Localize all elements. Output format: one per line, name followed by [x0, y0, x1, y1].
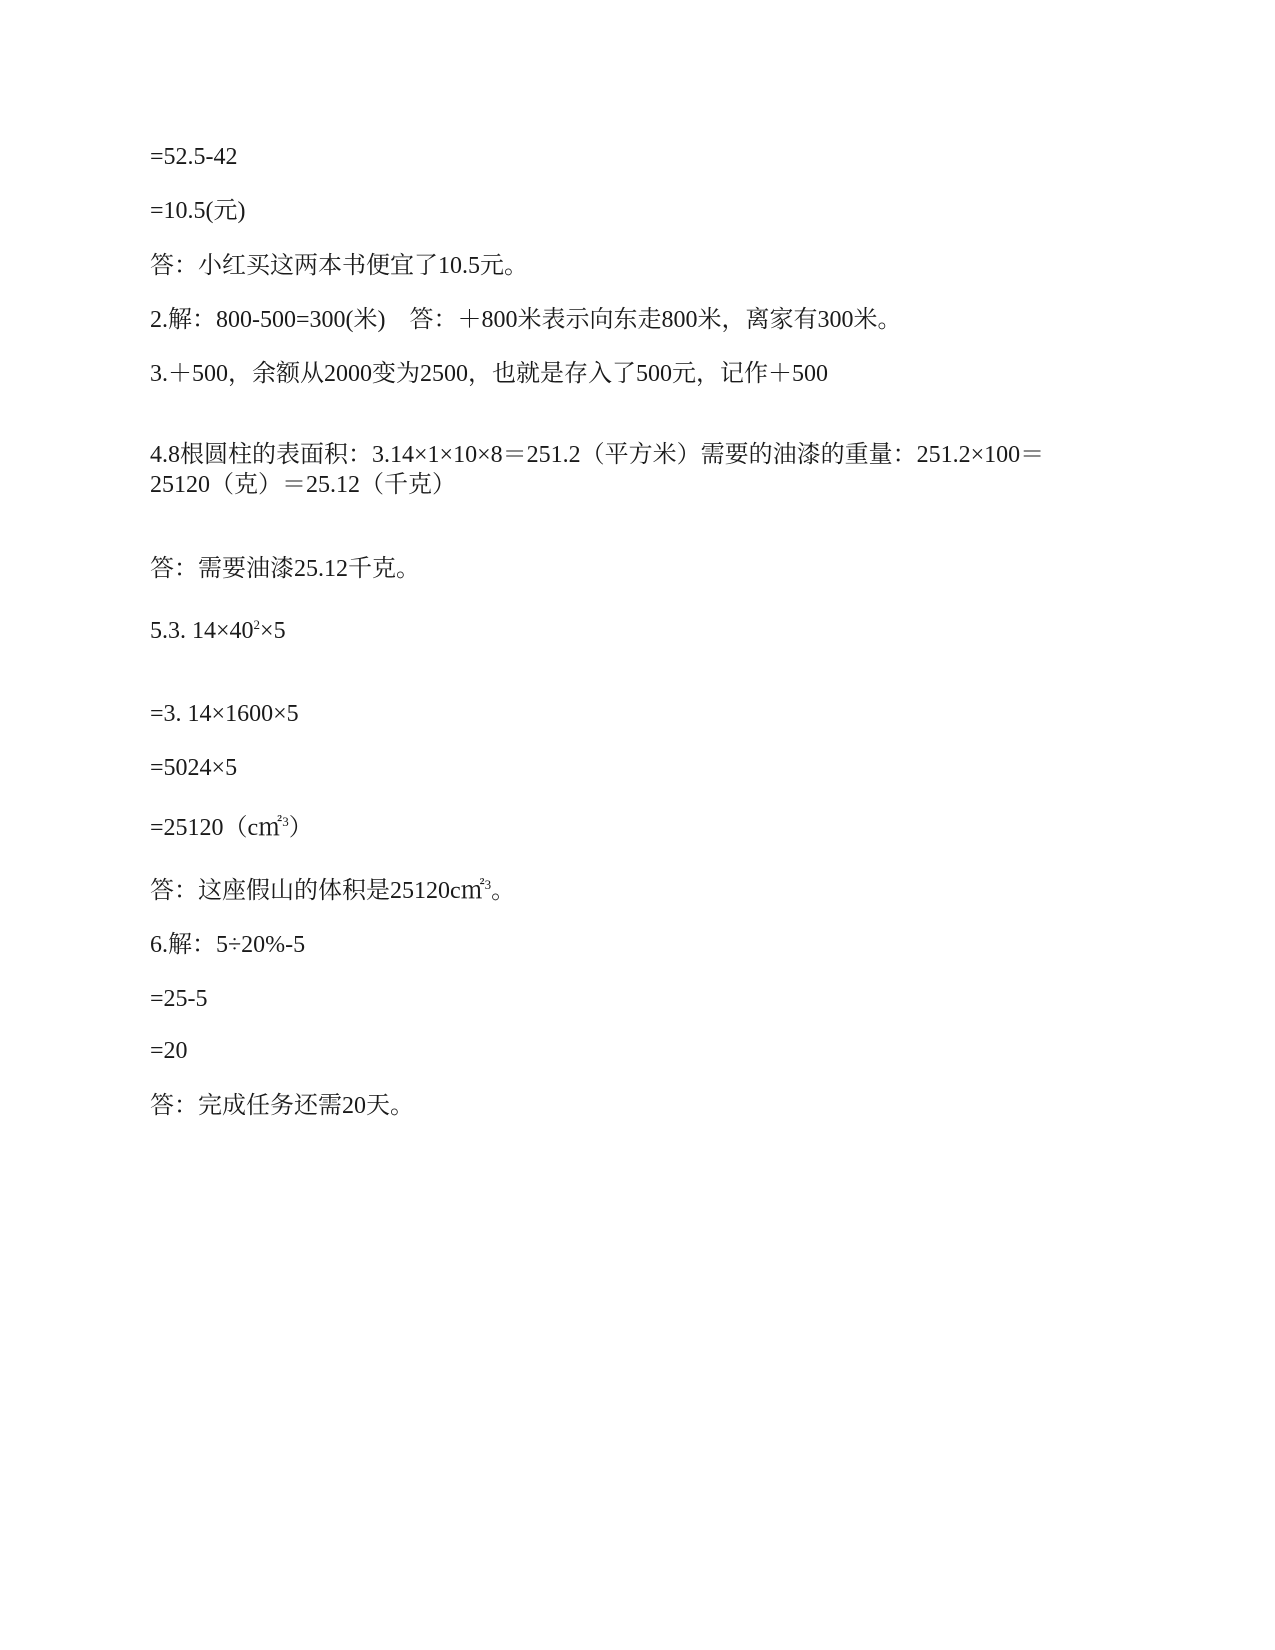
problem-2-solution: 2.解：800-500=300(米) 答：＋800米表示向东走800米，离家有300米。 — [150, 307, 902, 333]
calc-line: =10.5(元) — [150, 198, 246, 224]
answer-line: 答：小红买这两本书便宜了10.5元。 — [150, 253, 528, 279]
exponent: 3 — [484, 877, 492, 892]
calc-line: =52.5-42 — [150, 144, 238, 170]
answer-line: 答：需要油漆25.12千克。 — [150, 556, 420, 582]
exponent: 2 — [253, 617, 261, 632]
answer-line — [150, 876, 515, 906]
calc-line — [150, 813, 313, 843]
problem-4-line-2: 25120（克）＝25.12（千克） — [150, 472, 456, 498]
calc-line: =25-5 — [150, 986, 208, 1012]
answer-line: 答：完成任务还需20天。 — [150, 1093, 414, 1119]
problem-5-formula — [150, 616, 286, 646]
calc-line: =20 — [150, 1038, 188, 1064]
exponent: 3 — [282, 814, 289, 829]
result-text: =25120（c㎡ — [150, 815, 283, 841]
calc-line: =5024×5 — [150, 755, 238, 781]
calc-line: =3. 14×1600×5 — [150, 701, 299, 727]
formula-text: ×5 — [260, 618, 286, 644]
problem-3-solution: 3.＋500，余额从2000变为2500，也就是存入了500元，记作＋500 — [150, 361, 828, 387]
problem-4-line-1: 4.8根圆柱的表面积：3.14×1×10×8＝251.2（平方米）需要的油漆的重量：251.2×100＝ — [150, 442, 1045, 468]
answer-text: 答：这座假山的体积是25120c㎡ — [150, 878, 485, 904]
problem-4-solution — [150, 440, 1044, 500]
problem-6-solution: 6.解：5÷20%-5 — [150, 932, 306, 958]
result-text: ） — [288, 815, 313, 841]
answer-text: 。 — [491, 878, 516, 904]
formula-text: 5.3. 14×40 — [150, 618, 254, 644]
